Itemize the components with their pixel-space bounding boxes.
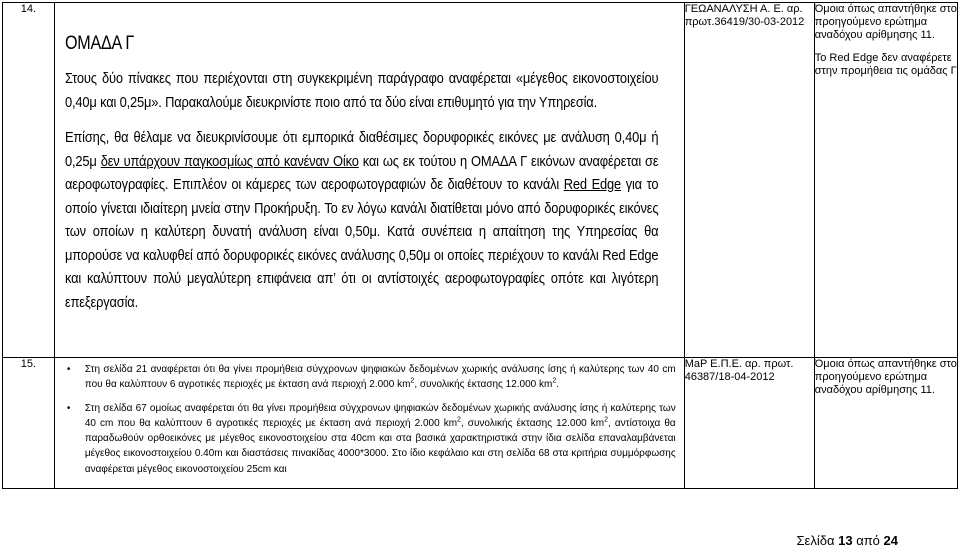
page-of: από — [856, 533, 880, 548]
bullet-item — [65, 362, 676, 393]
question-text-part: για το οποίο γίνεται ιδιαίτερη μνεία στην Προκήρυξη. Το εν λόγω κανάλι διατίθεται μόνο από δορυφορικές εικόνες των οποίων η καλύτερη δυνατή ανάλυση είναι 0,50μ. Κατά συνέπεια η απαίτηση της Υπηρεσίας θα μπορούσε να καλυφθεί από δορυφορικές εικόνες ανάλυσης 0,50μ οι οποίες περιέχουν το κανάλι Red Edge και καλύπτουν πολύ μεγαλύτερη επιφάνεια απ’ ότι οι αντίστοιχές αεροφωτογραφίες οπότε και λιγότερη επεξεργασία. — [64, 176, 659, 311]
question-cell — [54, 358, 684, 489]
superscript: 2 — [410, 377, 415, 385]
red-edge-phrase: Red Edge — [563, 176, 621, 193]
answer-cell — [814, 3, 957, 358]
source-cell: MaP Ε.Π.Ε. αρ. πρωτ. 46387/18-04-2012 — [684, 358, 814, 489]
bullet-text-part: . — [556, 379, 560, 391]
bullet-text-part: , συνολικής έκτασης 12.000 km — [414, 379, 553, 391]
underlined-phrase: δεν υπάρχουν παγκοσμίως από κανέναν Οίκο — [100, 152, 359, 170]
question-text-part: Επίσης, θα θέλαμε να διευκρινίσουμε ότι εμπορικά διαθέσιμες δορυφορικές εικόνες με ανάλυση 0,40μ ή 0,25μ — [64, 129, 659, 170]
bullet-text-part: , συνολικής έκτασης 12.000 km — [460, 417, 605, 429]
superscript: 2 — [457, 416, 461, 424]
source-cell: ΓΕΩΑΝΑΛΥΣΗ Α. Ε. αρ. πρωτ.36419/30-03-2012 — [684, 3, 814, 358]
question-text-part: και ως εκ τούτου η ΟΜΑΔΑ Γ εικόνων αναφέρεται σε αεροφωτογραφίες. Επιπλέον οι κάμερες των αεροφωτογραφιών δε διαθέτουν το κανάλι — [64, 152, 659, 193]
answer-text: Όμοια όπως απαντήθηκε στο προηγούμενο ερώτημα αναδόχου αρίθμησης 11. — [814, 3, 957, 41]
bullet-text-part: , αντίστοιχα θα παραδωθούν ορθοεικόνες με μέγεθος εικονοστοιχείου στα 40cm και στα βασικά χαρακτηριστικά στην ίδια σελίδα επαναλαμβάνεται μέγεθος εικονοστοιχείου 0.40m και διαστάσεις πινακίδας 4000*3000. Στο ίδιο κεφάλαιο και στη σελίδα 68 στα κριτήρια συμμόρφωσης αναφέρεται μέγεθος εικονοστοιχείου 25cm και — [84, 417, 676, 475]
bullet-text — [85, 401, 676, 477]
table-row — [3, 358, 958, 489]
question-cell — [54, 3, 684, 358]
questions-table — [2, 2, 958, 489]
current-page: 13 — [838, 533, 853, 548]
bullet-text-part: Στη σελίδα 21 αναφέρεται ότι θα γίνει προμήθεια σύγχρονων ψηφιακών δεδομένων χωρικής ανάλυσης ίσης ή καλύτερης των 40 cm που θα καλύπτουν 6 αγροτικές περιοχές με έκταση ανά περιοχή 2.000 km — [84, 364, 676, 391]
bullet-icon: • — [66, 364, 71, 375]
answer-text: Όμοια όπως απαντήθηκε στο προηγούμενο ερώτημα αναδόχου αρίθμησης 11. — [814, 358, 957, 396]
row-number: 15. — [3, 358, 55, 489]
answer-cell — [814, 358, 957, 489]
bullet-item — [65, 401, 676, 477]
page-label: Σελίδα — [796, 533, 835, 548]
question-intro: Στους δύο πίνακες που περιέχονται στη συγκεκριμένη παράγραφο αναφέρεται «μέγεθος εικονοστοιχείου 0,40μ και 0,25μ». Παρακαλούμε διευκρινίστε ποιο από τα δύο είναι επιθυμητό για την Υπηρεσία. — [64, 70, 659, 111]
row-number: 14. — [3, 3, 55, 358]
superscript: 2 — [552, 377, 557, 385]
question-paragraph — [65, 126, 658, 314]
bullet-icon: • — [66, 402, 71, 414]
total-pages: 24 — [883, 533, 898, 548]
superscript: 2 — [604, 416, 608, 424]
answer-text: Το Red Edge δεν αναφέρετε στην προμήθεια τις ομάδας Γ — [814, 52, 957, 77]
team-heading: ΟΜΑΔΑ Γ — [64, 33, 134, 54]
bullet-text-part: Στη σελίδα 67 ομοίως αναφέρεται ότι θα γίνει προμήθεια σύγχρονων ψηφιακών δεδομένων χωρικής ανάλυσης ίσης ή καλύτερης των 40 cm που θα καλύπτουν 6 αγροτικές περιοχές με έκταση ανά περιοχή 2.000 km — [84, 402, 676, 429]
bullet-text — [85, 362, 676, 393]
page-footer — [796, 533, 898, 548]
table-row — [3, 3, 958, 358]
